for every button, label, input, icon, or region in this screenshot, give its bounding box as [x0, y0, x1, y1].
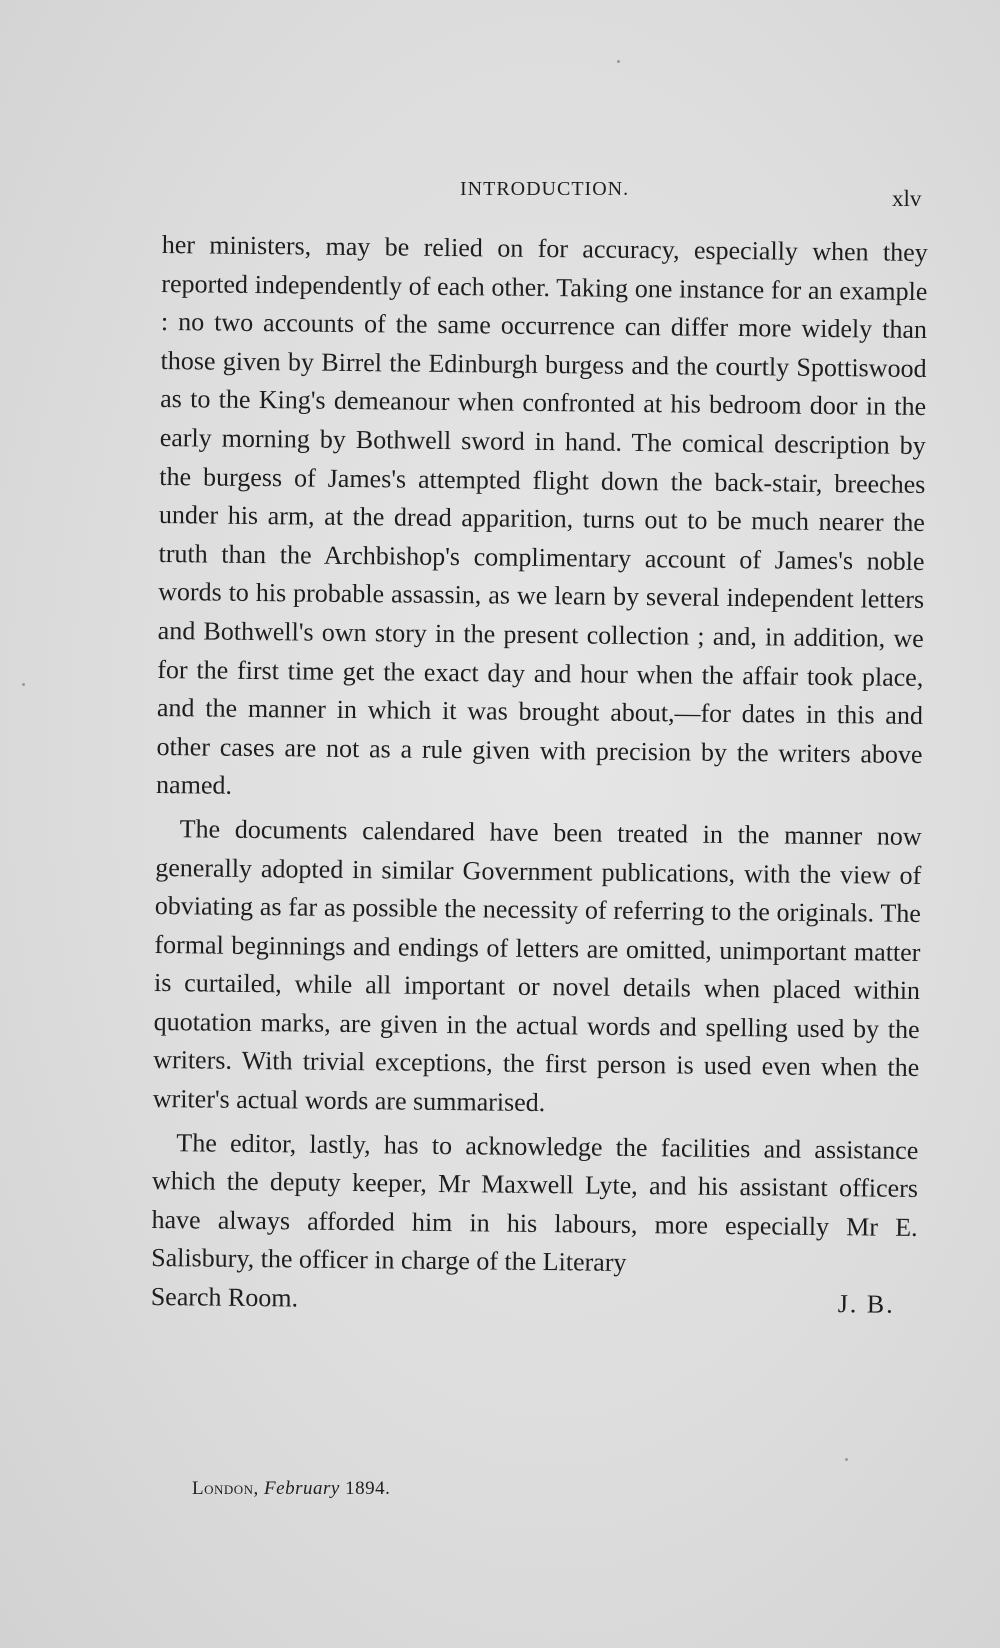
paragraph-continued: her ministers, may be relied on for accuracy, especially when they reported independently of each other. Taking one instance for an example : no two accounts of the same occurrence can differ more widely than those given by Birrel the Edinburgh burgess and the courtly Spottiswood as to the King's demeanour when confronted at his bedroom door in the early morning by Bothwell sword in hand. The comical description by the burgess of James's attempted flight down the back-stair, breeches under his arm, at the dread apparition, turns out to be much nearer the truth than the Archbishop's complimentary account of James's noble words to his probable assassin, as we learn by several independent letters and Bothwell's own story in the present collection ; and, in addition, we for the first time get the exact day and hour when the affair took place, and the manner in which it was brought about,—for dates in this and other cases are not as a rule given with precision by the writers above named. [155, 229, 928, 801]
paragraph-acknowledgement: The editor, lastly, has to acknowledge the facilities and assistance which the deputy keeper, Mr Maxwell Lyte, and his assistant officers have always afforded him in his labours, more especially Mr E. Salisbury, the officer in charge of the Literary [151, 1127, 919, 1278]
dateline-year: 1894. [345, 1478, 391, 1499]
dateline [192, 1478, 390, 1500]
closing-line [151, 1278, 917, 1325]
paper-speck [22, 683, 25, 686]
page-number: xlv [892, 186, 922, 211]
paper-speck [617, 60, 620, 63]
paragraph-documents: The documents calendared have been treated in the manner now generally adopted in similar Government publications, with the view of obviating as far as possible the necessity of referring to the originals. The formal beginnings and endings of letters are omitted, unimportant matter is curtailed, while all important or novel details when placed within quotation marks, are given in the actual words and spelling used by the writers. With trivial exceptions, the first person is used even when the writer's actual words are summarised. [152, 814, 922, 1118]
running-head [0, 178, 1000, 211]
author-initials: J. B. [837, 1289, 895, 1319]
running-title: INTRODUCTION. [460, 178, 630, 200]
dateline-month: February [264, 1478, 340, 1499]
dateline-place: London, [192, 1478, 259, 1499]
body-text [151, 226, 928, 1325]
paper-speck [845, 1458, 848, 1461]
closing-text: Search Room. [150, 1281, 299, 1313]
